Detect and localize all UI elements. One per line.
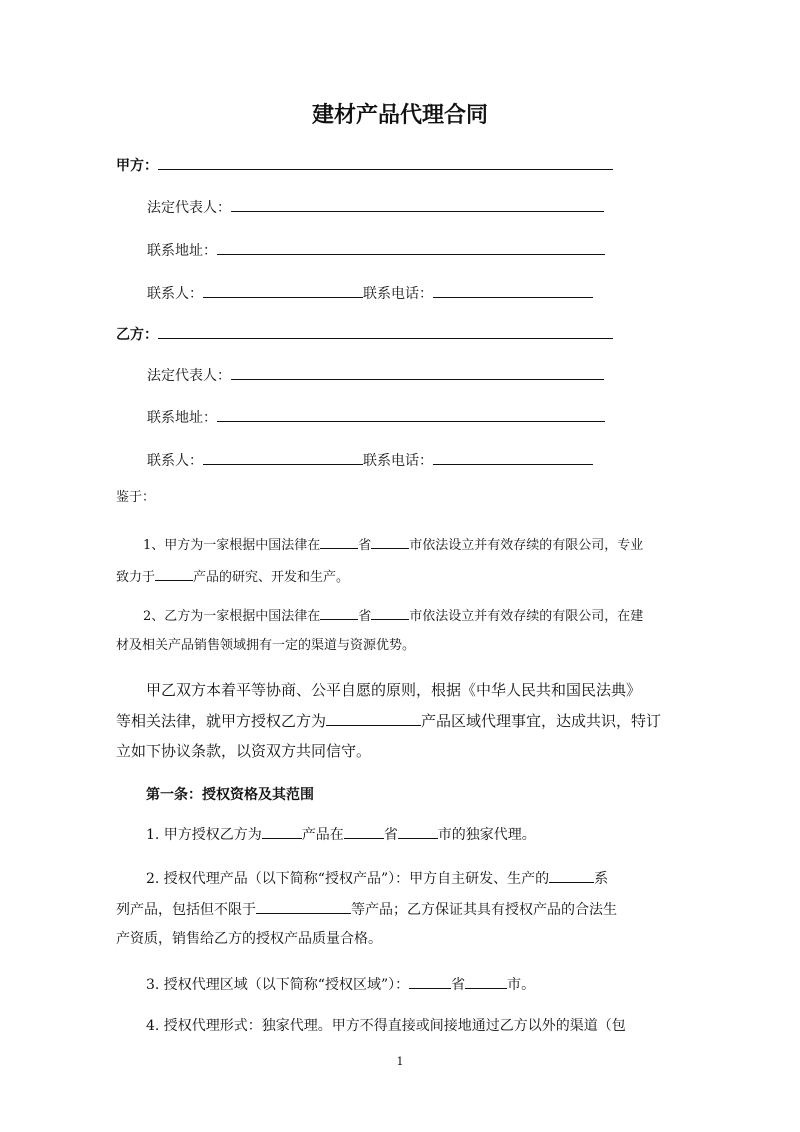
preamble-line-2: [116, 710, 661, 731]
party-b-addr-line: [147, 406, 605, 428]
clause-1-1-text-c: 省: [383, 827, 398, 843]
clause-1-3-text-a: 3. 授权代理区域（以下简称“授权区域”）：: [146, 977, 410, 993]
party-a-phone-label: 联系电话：: [363, 286, 433, 302]
recital-2-line-1: [143, 604, 643, 627]
clause-1-2-text-b: 系: [594, 871, 609, 887]
clause-1-1-text-b: 产品在: [301, 827, 344, 843]
party-a-addr-line: [147, 239, 605, 261]
recital-2-province-blank[interactable]: [320, 604, 358, 620]
clause-1-1: [146, 823, 536, 845]
whereas-label: 鉴于：: [116, 490, 156, 505]
recital-2-text-b: 省: [358, 609, 372, 624]
party-a-contact-label: 联系人：: [147, 286, 203, 302]
party-a-addr-label: 联系地址：: [147, 243, 217, 259]
clause-1-3-city-blank[interactable]: [465, 973, 507, 989]
clause-1-2-text-c: 列产品，包括但不限于: [116, 902, 256, 918]
party-b-phone-label: 联系电话：: [363, 453, 433, 469]
clause-1-2-text-d: 等产品；乙方保证其具有授权产品的合法生: [351, 902, 617, 918]
recital-2-text-c: 市依法设立并有效存续的有限公司，在建: [409, 609, 644, 624]
preamble-text-a: 等相关法律，就甲方授权乙方为: [116, 712, 327, 730]
party-a-phone-field[interactable]: [433, 282, 593, 298]
preamble-line-1: 甲乙双方本着平等协商、公平自愿的原则，根据《中华人民共和国民法典》: [146, 681, 642, 699]
recital-1-text-c: 市依法设立并有效存续的有限公司，专业: [409, 538, 644, 553]
recital-2-city-blank[interactable]: [371, 604, 409, 620]
recital-2-line-2: 材及相关产品销售领域拥有一定的渠道与资源优势。: [116, 638, 416, 653]
party-a-rep-label: 法定代表人：: [147, 200, 231, 216]
party-b-addr-label: 联系地址：: [147, 410, 217, 426]
clause-1-1-province-blank[interactable]: [344, 823, 384, 839]
preamble-line-3: 立如下协议条款，以资双方共同信守。: [116, 742, 372, 760]
party-b-line: [116, 323, 613, 345]
party-a-contact-field[interactable]: [203, 282, 363, 298]
clause-1-4: 4. 授权代理形式：独家代理。甲方不得直接或间接地通过乙方以外的渠道（包: [146, 1018, 626, 1034]
party-a-contact-line: [147, 282, 593, 304]
party-a-rep-line: [147, 196, 604, 218]
party-b-rep-label: 法定代表人：: [147, 368, 231, 384]
party-a-rep-field[interactable]: [231, 196, 604, 212]
recital-1-line-2: [116, 565, 349, 588]
recital-1-province-blank[interactable]: [320, 533, 358, 549]
clause-1-2-line-1: [146, 867, 608, 889]
recital-1-product-blank[interactable]: [155, 565, 193, 581]
party-a-addr-field[interactable]: [217, 239, 605, 255]
party-a-label: 甲方：: [116, 158, 158, 174]
clause-1-1-text-d: 市的独家代理。: [437, 827, 536, 843]
recital-1-text-a: 1、甲方为一家根据中国法律在: [143, 538, 321, 553]
recital-1-line-1: [143, 533, 643, 556]
preamble-text-b: 产品区域代理事宜，达成共识，特订: [421, 712, 662, 730]
party-b-rep-line: [147, 364, 604, 386]
party-a-line: [116, 154, 613, 176]
party-b-addr-field[interactable]: [217, 406, 605, 422]
clause-1-3: [146, 973, 535, 995]
clause-1-2-text-a: 2. 授权代理产品（以下简称“授权产品”）：甲方自主研发、生产的: [146, 871, 550, 887]
contract-title: 建材产品代理合同: [311, 103, 488, 128]
party-b-phone-field[interactable]: [433, 449, 593, 465]
recital-1-text-d: 致力于: [116, 570, 156, 585]
page-number: 1: [396, 1055, 404, 1068]
clause-1-3-province-blank[interactable]: [409, 973, 451, 989]
clause-1-3-text-c: 市。: [507, 977, 536, 993]
preamble-product-blank[interactable]: [326, 710, 421, 726]
clause-1-1-product-blank[interactable]: [262, 823, 302, 839]
recital-1-text-e: 产品的研究、开发和生产。: [193, 570, 350, 585]
clause-1-2-products-blank[interactable]: [256, 898, 351, 914]
party-b-contact-line: [147, 449, 593, 471]
clause-1-1-text-a: 1. 甲方授权乙方为: [146, 827, 262, 843]
clause-1-2-series-blank[interactable]: [549, 867, 594, 883]
party-a-name-field[interactable]: [158, 154, 613, 170]
party-b-contact-label: 联系人：: [147, 453, 203, 469]
clause-1-3-text-b: 省: [451, 977, 466, 993]
clause-1-2-line-3: 产资质，销售给乙方的授权产品质量合格。: [116, 931, 382, 947]
party-b-contact-field[interactable]: [203, 449, 363, 465]
recital-1-text-b: 省: [358, 538, 372, 553]
recital-2-text-a: 2、乙方为一家根据中国法律在: [143, 609, 321, 624]
clause-1-2-line-2: [116, 898, 617, 920]
recital-1-city-blank[interactable]: [371, 533, 409, 549]
party-b-name-field[interactable]: [158, 323, 613, 339]
article-1-heading: 第一条：授权资格及其范围: [146, 787, 314, 803]
party-b-rep-field[interactable]: [231, 364, 604, 380]
party-b-label: 乙方：: [116, 327, 158, 343]
clause-1-1-city-blank[interactable]: [398, 823, 438, 839]
